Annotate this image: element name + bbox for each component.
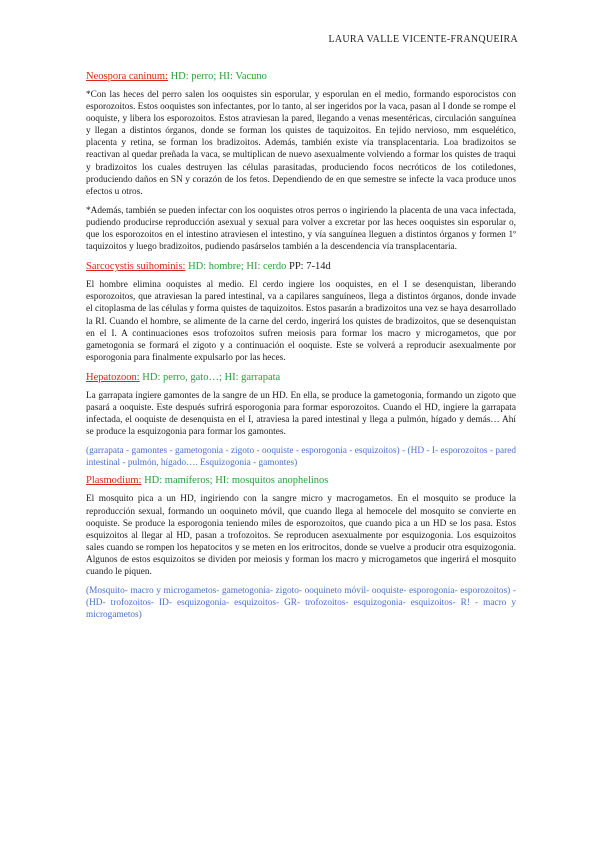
neospora-name: Neospora caninum: (86, 71, 168, 82)
neospora-heading (86, 70, 516, 83)
plasmodium-heading (86, 474, 516, 487)
author-header: LAURA VALLE VICENTE-FRANQUEIRA (328, 34, 518, 45)
sarcocystis-name: Sarcocystis suihominis: (86, 261, 186, 273)
sarcocystis-prepatent: PP: 7-14d (288, 261, 331, 273)
hepatozoon-paragraph: La garrapata ingiere gamontes de la sangre de un HD. En ella, se produce la gametogonia, formando un zigoto que pasará a ooquiste. Este después sufrirá esporogonia para formar esporozoitos. Cuando el HD, ingiere la garrapata infectada, el ooquiste de desenquista en el I, atraviesa la pared intestinal y llega a pulmón, hígado y demás… Ahí se produce la esquizogonia para formar los gamontes. (86, 390, 516, 438)
sarcocystis-paragraph: El hombre elimina ooquistes al medio. El cerdo ingiere los ooquistes, en el I se desenquistan, liberando esporozoitos, que atraviesan la pared intestinal, va a capilares sanguíneos, llega a distintos órganos, donde invade el citoplasma de las células y forma quistes de taquizoitos. Estos pasarán a bradizoitos una vez se haya desarrollado la RI. Cuando el hombre, se alimente de la carne del cerdo, ingerirá los quistes de bradizoitos, que se desenquistan en el I. A continuaciones esos trofozoitos sufren meiosis para formar los macro y microgametos, que por gametogonia se formará el zigoto y a continuación el ooquiste. Este se volverá a reproducir asexualmente por esporogonia para finalmente expulsarlo por las heces. (86, 280, 516, 363)
neospora-hosts: HD: perro; HI: Vacuno (170, 71, 267, 82)
plasmodium-name: Plasmodium: (86, 475, 142, 487)
plasmodium-hosts: HD: mamíferos; HI: mosquitos anophelinos (144, 475, 329, 487)
document-content (86, 70, 516, 626)
neospora-paragraph-1: *Con las heces del perro salen los ooquistes sin esporular, y esporulan en el medio, formando esporocistos con esporozoitos. Estos ooquistes son infectantes, por lo tanto, al ser ingeridos por la vaca, pasan al I donde se rompe el ooquiste, y libera los esporozoitos. Estos atraviesan la pared, llegando a venas mesentéricas, circulación sanguínea y llegan a distintos órganos, donde se forman los quistes de taquizoitos. En tejido nervioso, mm esquelético, placenta y retina, se forman los bradizoitos. Además, también existe vía transplacentaria. Loa bradizoitos se reactivan al quedar preñada la vaca, se multiplican de nuevo asexualmente volviendo a formar los quistes de traqui y bradizoitos los cuales destruyen las células parasitadas, produciendo focos necróticos de los cotiledones, produciendo daños en SN y corazón de los fetos. Dependiendo de en que semestre se infecte la vaca produce unos efectos u otros. (86, 90, 516, 197)
hepatozoon-hosts: HD: perro, gato…; HI: garrapata (142, 371, 281, 383)
hepatozoon-name: Hepatozoon: (86, 371, 140, 383)
sarcocystis-heading (86, 260, 516, 273)
hepatozoon-summary: (garrapata - gamontes - gametogonia - zigoto - ooquiste - esporogonia - esquizoitos) - (HD - I- esporozoitos - pared intestinal - pulmón, hígado…. Esquizogonia - gamontes) (86, 446, 516, 469)
hepatozoon-heading (86, 371, 516, 384)
sarcocystis-hosts: HD: hombre; HI: cerdo (188, 261, 287, 273)
plasmodium-paragraph: El mosquito pica a un HD, ingiriendo con la sangre micro y macrogametos. En el mosquito se produce la reproducción sexual, formando un ooquineto móvil, que cuando llega al hemocele del mosquito se convierte en ooquiste. Se produce la esporogonia teniendo miles de esporozoitos, que cuando pica a un HD se los pasa. Estos esquizoitos al llegar al HD, pasan a trofozoitos. Se reproducen asexualmente por esquizogonia. Los esquizoitos sales cuando se rompen los hepatocitos y se meten en los eritrocitos, donde se vuelve a producir otra esquizogonia. Algunos de estos esquizoitos se dividen por meiosis y forman los macro y microgametos que ingerirá el mosquito cuando le piquen. (86, 494, 516, 577)
plasmodium-summary: (Mosquito- macro y microgametos- gametogonia- zigoto- ooquineto móvil- ooquiste- esporogonia- esporozoitos) - (HD- trofozoitos- ID- esquizogonia- esquizoitos- GR- trofozoitos- esquizogonia- esquizoitos- R! - macro y microgametos) (86, 586, 516, 621)
neospora-paragraph-2: *Además, también se pueden infectar con los ooquistes otros perros o ingiriendo la placenta de una vaca infectada, pudiendo producirse reproducción asexual y sexual para volver a excretar por las heces ooquistes sin esporular o, que los esporozoitos en el intestino atraviesen el intestino, y vía sanguínea lleguen a distintos órganos y formen 1º taquizoitos y luego bradizoitos, pudiendo pasárselos también a la descendencia vía transplacentaria. (86, 205, 516, 253)
